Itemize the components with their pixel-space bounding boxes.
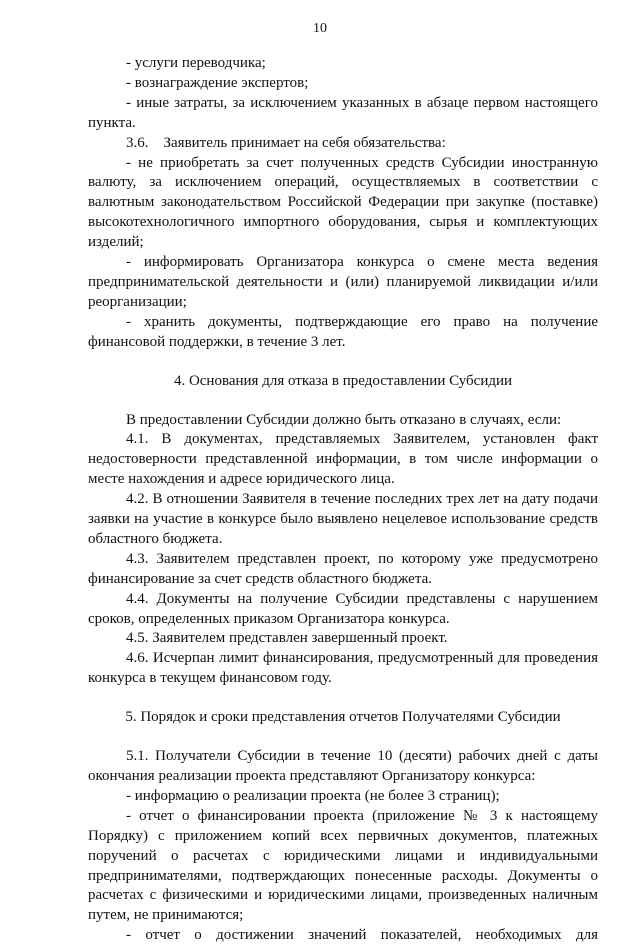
paragraph-4-4: 4.4. Документы на получение Субсидии представлены с нарушением сроков, определенных приказом Организатора конкурса.: [88, 590, 598, 627]
paragraph-translator-services: - услуги переводчика;: [126, 55, 266, 71]
paragraph-refusal-intro: В предоставлении Субсидии должно быть отказано в случаях, если:: [126, 411, 562, 428]
paragraph-inform-organizer: - информировать Организатора конкурса о смене места ведения предпринимательской деятельности и (или) планируемой ликвидации и/или реорганизации;: [88, 254, 598, 310]
section-heading-5: 5. Порядок и сроки представления отчетов Получателями Субсидии: [125, 709, 561, 726]
paragraph-4-5: 4.5. Заявителем представлен завершенный проект.: [126, 630, 448, 647]
paragraph-4-1: 4.1. В документах, представляемых Заявителем, установлен факт недостоверности представленной информации, в том числе информации о месте нахождения и адресе юридического лица.: [88, 431, 598, 488]
page-number: 10: [313, 21, 327, 36]
paragraph-4-2: 4.2. В отношении Заявителя в течение последних трех лет на дату подачи заявки на участие в конкурсе было выявлено нецелевое использование средств областного бюджета.: [88, 491, 598, 547]
section-heading-4: 4. Основания для отказа в предоставлении Субсидии: [173, 372, 513, 389]
paragraph-currency-obligation: - не приобретать за счет полученных средств Субсидии иностранную валюту, за исключением операций, осуществляемых в соответствии с валютным законодательством Российской Федерации при закупке (поставке) высокотехнологичного импортного оборудования, сырья и комплектующих изделий;: [88, 154, 598, 251]
paragraph-indicators-report: - отчет о достижении значений показателей, необходимых для: [126, 927, 598, 944]
paragraph-3-6: 3.6. Заявитель принимает на себя обязательства:: [126, 134, 446, 151]
paragraph-expert-fees: - вознаграждение экспертов;: [126, 74, 309, 91]
paragraph-project-info: - информацию о реализации проекта (не более 3 страниц);: [126, 787, 500, 804]
paragraph-5-1: 5.1. Получатели Субсидии в течение 10 (десяти) рабочих дней с даты окончания реализации проекта представляют Организатору конкурса:: [88, 748, 598, 784]
document-body: [88, 54, 598, 946]
paragraph-financing-report: - отчет о финансировании проекта (приложение № 3 к настоящему Порядку) с приложением копий всех первичных документов, платежных поручений о расчетах с юридическими лицами и индивидуальными предпринимателями, подтверждающих понесенные расходы. Документы о расчетах с физическими и юридическими лицами, произведенных наличным путем, не принимаются;: [88, 807, 598, 924]
paragraph-other-costs: - иные затраты, за исключением указанных в абзаце первом настоящего пункта.: [88, 94, 598, 131]
paragraph-keep-documents: - хранить документы, подтверждающие его право на получение финансовой поддержки, в течение 3 лет.: [88, 313, 598, 350]
paragraph-4-6: 4.6. Исчерпан лимит финансирования, предусмотренный для проведения конкурса в текущем финансовом году.: [88, 650, 598, 687]
paragraph-4-3: 4.3. Заявителем представлен проект, по которому уже предусмотрено финансирование за счет средств областного бюджета.: [88, 550, 598, 587]
